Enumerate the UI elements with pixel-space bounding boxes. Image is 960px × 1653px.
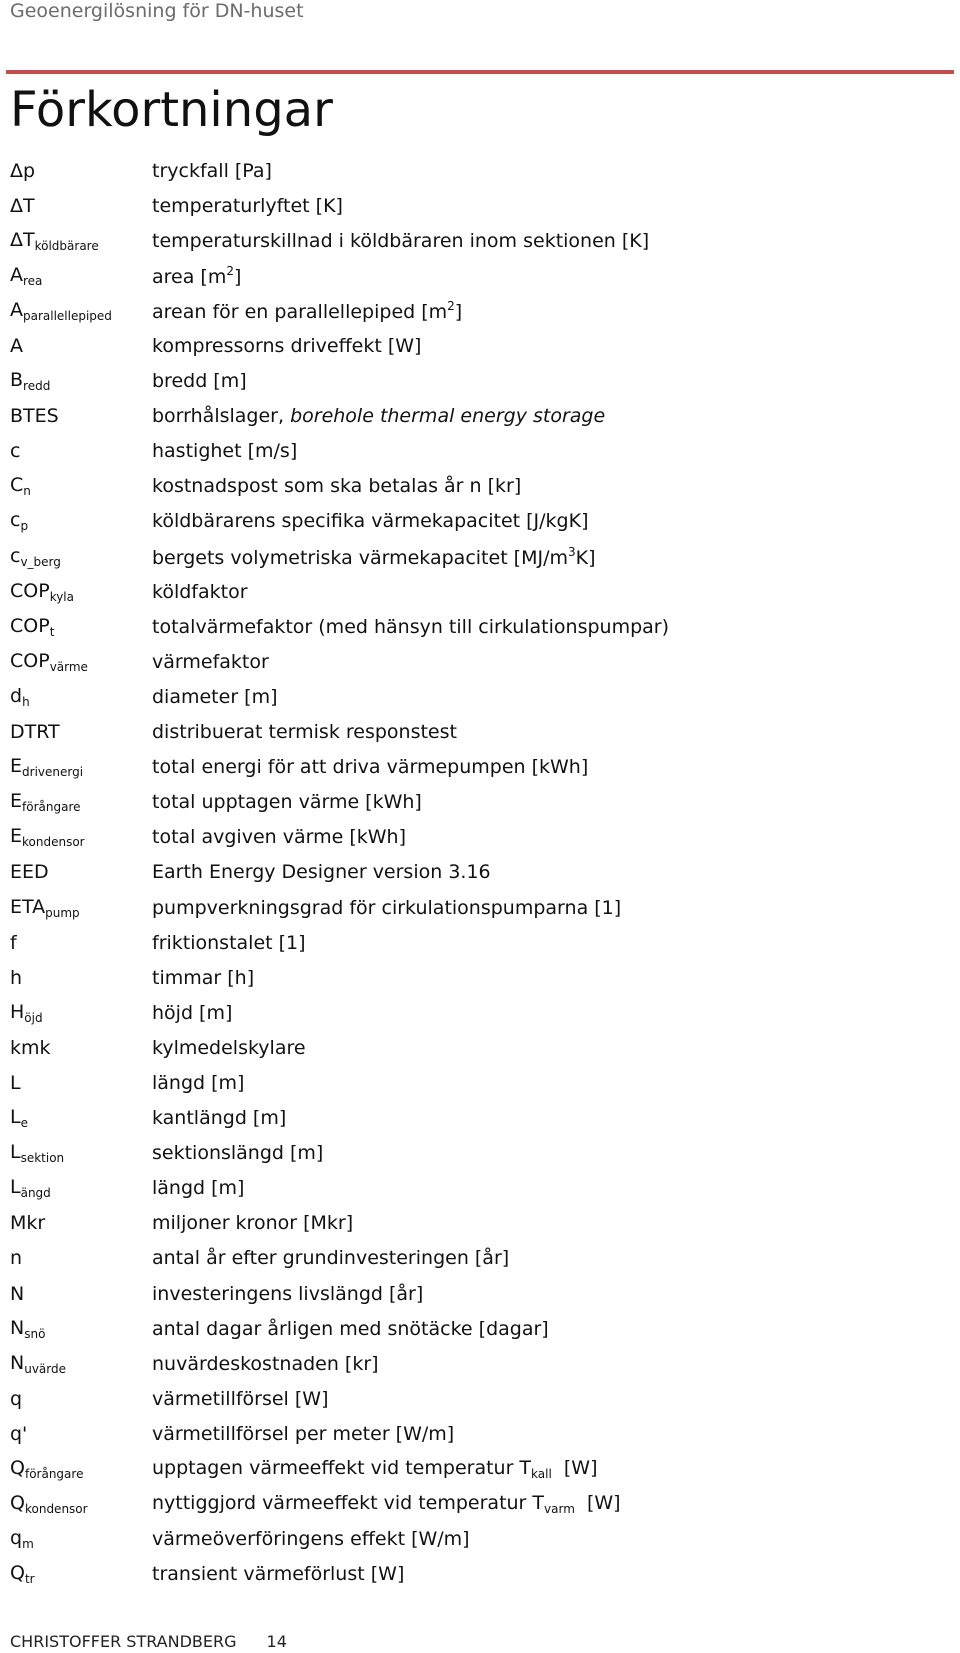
abbreviation-row [10,1030,950,1065]
abbreviation-row [10,1065,950,1100]
term-symbol: L [10,1106,21,1129]
term-symbol: h [10,966,23,989]
page-number: 14 [266,1632,287,1651]
abbreviation-definition [152,1423,454,1445]
abbreviation-row [10,1311,950,1346]
abbreviation-definition [152,1002,232,1024]
abbreviation-term [10,1141,152,1165]
term-symbol: L [10,1071,21,1094]
abbreviation-row [10,574,950,609]
term-symbol: L [10,1176,21,1199]
term-subscript: öjd [24,1010,43,1025]
term-symbol: n [10,1247,23,1270]
abbreviation-definition [152,616,669,638]
term-subscript: snö [24,1326,46,1341]
definition-text: längd [m] [152,1071,245,1094]
abbreviation-term [10,650,152,674]
definition-text: bergets volymetriska värmekapacitet [MJ/m [152,546,568,569]
abbreviation-definition [152,299,462,323]
abbreviation-term [10,615,152,639]
abbreviation-row [10,1487,950,1522]
abbreviation-definition [152,1492,621,1516]
definition-text: nyttiggjord värmeeffekt vid temperatur T [152,1492,545,1515]
definition-text: kylmedelskylare [152,1036,306,1059]
abbreviation-term [10,335,152,357]
abbreviation-definition [152,897,621,919]
abbreviation-definition [152,932,306,954]
abbreviation-row [10,1381,950,1416]
abbreviation-definition [152,721,457,743]
definition-suffix: [W] [551,1457,598,1480]
term-subscript: sektion [20,1151,65,1166]
abbreviation-term [10,1423,152,1445]
abbreviation-definition [152,545,596,569]
page-footer [10,1632,287,1651]
abbreviation-definition [152,475,521,497]
abbreviation-definition [152,967,254,989]
term-subscript: rea [23,273,43,288]
abbreviation-row [10,469,950,504]
term-symbol: EED [10,861,49,884]
definition-text: värmeöverföringens effekt [W/m] [152,1528,470,1551]
abbreviation-term [10,545,152,569]
abbreviation-term [10,264,152,288]
term-subscript: tr [24,1572,35,1587]
definition-text: köldfaktor [152,580,248,603]
definition-text: timmar [h] [152,966,255,989]
abbreviation-definition [152,405,605,427]
abbreviation-term [10,160,152,182]
term-symbol: C [10,474,24,497]
abbreviation-row [10,153,950,188]
abbreviation-row [10,328,950,363]
definition-text: sektionslängd [m] [152,1142,324,1165]
term-subscript: t [49,624,55,639]
abbreviation-term [10,1527,152,1551]
abbreviation-term [10,405,152,427]
abbreviation-term [10,721,152,743]
term-subscript: pump [45,905,80,920]
definition-text: temperaturlyftet [K] [152,194,343,217]
abbreviation-definition [152,1107,286,1129]
term-subscript: p [20,519,29,534]
abbreviation-term [10,1037,152,1059]
abbreviation-term [10,1072,152,1094]
term-symbol: c [10,544,21,567]
term-symbol: c [10,509,21,532]
abbreviation-definition [152,1283,423,1305]
abbreviation-term [10,1388,152,1410]
abbreviation-term [10,1492,152,1516]
abbreviation-definition [152,581,248,603]
abbreviation-row [10,1346,950,1381]
abbreviation-row [10,364,950,399]
abbreviation-definition [152,756,588,778]
abbreviation-term [10,685,152,709]
abbreviation-row [10,750,950,785]
term-symbol: A [10,263,23,286]
definition-superscript: 3 [568,544,576,559]
term-symbol: ETA [10,895,46,918]
abbreviation-row [10,820,950,855]
abbreviation-term [10,1176,152,1200]
definition-text: längd [m] [152,1177,245,1200]
term-symbol: Mkr [10,1212,46,1235]
definition-text: total avgiven värme [kWh] [152,826,406,849]
definition-text: total upptagen värme [kWh] [152,791,422,814]
abbreviation-row [10,223,950,258]
abbreviation-definition [152,510,589,532]
abbreviation-row [10,1276,950,1311]
definition-text: tryckfall [Pa] [152,159,272,182]
definition-text: diameter [m] [152,685,278,708]
abbreviation-term [10,1457,152,1481]
term-subscript: förångare [24,1467,84,1482]
definition-text: bredd [m] [152,370,247,393]
abbreviation-term [10,1283,152,1305]
abbreviation-term [10,1001,152,1025]
definition-text: area [m [152,265,227,288]
abbreviation-row [10,960,950,995]
abbreviation-term [10,1317,152,1341]
abbreviation-definition [152,335,421,357]
term-symbol: N [10,1351,25,1374]
definition-italic: borehole thermal energy storage [290,405,606,428]
abbreviation-term [10,440,152,462]
abbreviation-term [10,195,152,217]
definition-superscript: 2 [447,298,455,313]
definition-text: total energi för att driva värmepumpen [kWh] [152,756,589,779]
abbreviation-row [10,609,950,644]
abbreviation-term [10,755,152,779]
term-subscript: köldbärare [34,238,99,253]
abbreviation-row [10,644,950,679]
term-symbol: q' [10,1422,28,1445]
term-symbol: BTES [10,405,59,428]
definition-text: kostnadspost som ska betalas år n [kr] [152,475,522,498]
abbreviation-term [10,1212,152,1234]
term-subscript: kyla [49,589,74,604]
abbreviation-row [10,785,950,820]
abbreviation-term [10,825,152,849]
abbreviation-definition [152,1037,306,1059]
abbreviation-row [10,679,950,714]
abbreviation-definition [152,1212,353,1234]
abbreviation-row [10,504,950,539]
term-symbol: E [10,755,23,778]
abbreviation-row [10,1557,950,1592]
definition-text: värmefaktor [152,650,269,673]
abbreviation-definition [152,160,272,182]
term-symbol: A [10,335,23,358]
definition-text: friktionstalet [1] [152,931,306,954]
term-symbol: COP [10,614,50,637]
abbreviation-row [10,293,950,328]
abbreviation-term [10,1562,152,1586]
term-symbol: Δp [10,159,36,182]
term-symbol: d [10,684,23,707]
abbreviation-term [10,1106,152,1130]
term-subscript: kondensor [24,1502,88,1517]
abbreviation-definition [152,1457,598,1481]
term-symbol: B [10,369,24,392]
abbreviation-row [10,1241,950,1276]
abbreviation-term [10,1352,152,1376]
abbreviation-definition [152,1177,244,1199]
abbreviation-definition [152,1563,404,1585]
term-subscript: parallellepiped [23,308,112,323]
abbreviation-list [10,153,950,1592]
abbreviation-row [10,855,950,890]
abbreviation-term [10,790,152,814]
abbreviation-term [10,580,152,604]
term-symbol: H [10,1000,25,1023]
term-subscript: drivenergi [22,765,84,780]
term-symbol: kmk [10,1036,51,1059]
abbreviation-row [10,1206,950,1241]
definition-text: transient värmeförlust [W] [152,1563,405,1586]
abbreviation-definition [152,826,406,848]
term-symbol: c [10,440,21,463]
abbreviation-definition [152,1142,323,1164]
abbreviation-definition [152,1072,244,1094]
definition-text: upptagen värmeeffekt vid temperatur T [152,1457,532,1480]
term-subscript: ängd [20,1186,51,1201]
abbreviation-term [10,369,152,393]
abbreviation-row [10,715,950,750]
running-header: Geoenergilösning för DN-huset [10,0,304,22]
term-subscript: uvärde [24,1361,67,1376]
abbreviation-row [10,1171,950,1206]
definition-text: kantlängd [m] [152,1107,287,1130]
term-symbol: q [10,1387,23,1410]
definition-text: Earth Energy Designer version 3.16 [152,861,491,884]
term-symbol: Q [10,1562,25,1585]
term-symbol: COP [10,579,50,602]
abbreviation-definition [152,264,241,288]
abbreviation-row [10,399,950,434]
abbreviation-definition [152,861,491,883]
definition-text: miljoner kronor [Mkr] [152,1212,354,1235]
abbreviation-row [10,890,950,925]
definition-text: borrhålslager, [152,405,291,428]
term-symbol: ΔT [10,194,35,217]
abbreviation-term [10,474,152,498]
abbreviation-row [10,925,950,960]
definition-text: värmetillförsel [W] [152,1387,329,1410]
definition-text: antal dagar årligen med snötäcke [dagar] [152,1317,549,1340]
abbreviation-definition [152,370,247,392]
abbreviation-definition [152,651,269,673]
header-divider [6,70,954,74]
term-symbol: N [10,1316,25,1339]
abbreviation-definition [152,230,649,252]
term-symbol: A [10,298,23,321]
abbreviation-term [10,896,152,920]
abbreviation-row [10,1136,950,1171]
definition-suffix: ] [454,300,463,323]
term-symbol: E [10,825,23,848]
abbreviation-term [10,229,152,253]
abbreviation-row [10,1101,950,1136]
term-subscript: n [23,484,31,499]
abbreviation-term [10,861,152,883]
term-subscript: e [20,1116,28,1131]
abbreviation-row [10,995,950,1030]
term-symbol: DTRT [10,721,60,744]
abbreviation-term [10,1247,152,1269]
footer-author: CHRISTOFFER STRANDBERG [10,1632,237,1651]
abbreviation-definition [152,686,278,708]
definition-text: antal år efter grundinvesteringen [år] [152,1247,510,1270]
definition-text: nuvärdeskostnaden [kr] [152,1352,379,1375]
abbreviation-definition [152,440,297,462]
definition-suffix: ] [233,265,242,288]
abbreviation-row [10,539,950,574]
abbreviation-term [10,509,152,533]
definition-text: köldbärarens specifika värmekapacitet [J/kgK] [152,510,589,533]
definition-text: temperaturskillnad i köldbäraren inom sektionen [K] [152,229,650,252]
term-symbol: COP [10,649,50,672]
term-symbol: N [10,1282,25,1305]
abbreviation-row [10,1522,950,1557]
abbreviation-row [10,188,950,223]
term-subscript: redd [23,379,51,394]
definition-suffix: [W] [574,1492,621,1515]
abbreviation-row [10,1416,950,1451]
term-subscript: förångare [22,800,81,815]
term-symbol: q [10,1527,23,1550]
abbreviation-definition [152,1247,509,1269]
abbreviation-definition [152,1528,470,1550]
definition-text: kompressorns driveffekt [W] [152,335,422,358]
abbreviation-term [10,967,152,989]
term-subscript: h [22,694,30,709]
abbreviation-definition [152,1318,549,1340]
term-subscript: kondensor [22,835,85,850]
abbreviation-row [10,258,950,293]
term-subscript: m [22,1537,34,1552]
definition-text: pumpverkningsgrad för cirkulationspumparna [1] [152,896,622,919]
page-heading: Förkortningar [10,82,333,138]
abbreviation-definition [152,1353,379,1375]
term-symbol: ΔT [10,228,35,251]
term-symbol: E [10,790,23,813]
term-symbol: f [10,931,17,954]
abbreviation-row [10,1451,950,1486]
definition-text: höjd [m] [152,1001,233,1024]
definition-text: totalvärmefaktor (med hänsyn till cirkulationspumpar) [152,615,670,638]
term-subscript: v_berg [20,554,61,569]
abbreviation-row [10,434,950,469]
definition-subscript: varm [544,1502,575,1517]
definition-text: arean för en parallellepiped [m [152,300,448,323]
definition-text: investeringens livslängd [år] [152,1282,424,1305]
definition-suffix: K] [575,546,596,569]
definition-subscript: kall [531,1467,552,1482]
term-symbol: L [10,1141,21,1164]
abbreviation-definition [152,1388,329,1410]
definition-text: värmetillförsel per meter [W/m] [152,1422,455,1445]
definition-text: distribuerat termisk responstest [152,721,457,744]
term-symbol: Q [10,1457,25,1480]
abbreviation-definition [152,791,422,813]
abbreviation-term [10,299,152,323]
definition-text: hastighet [m/s] [152,440,298,463]
abbreviation-definition [152,195,343,217]
term-subscript: värme [49,659,88,674]
term-symbol: Q [10,1492,25,1515]
abbreviation-term [10,932,152,954]
definition-superscript: 2 [226,263,234,278]
